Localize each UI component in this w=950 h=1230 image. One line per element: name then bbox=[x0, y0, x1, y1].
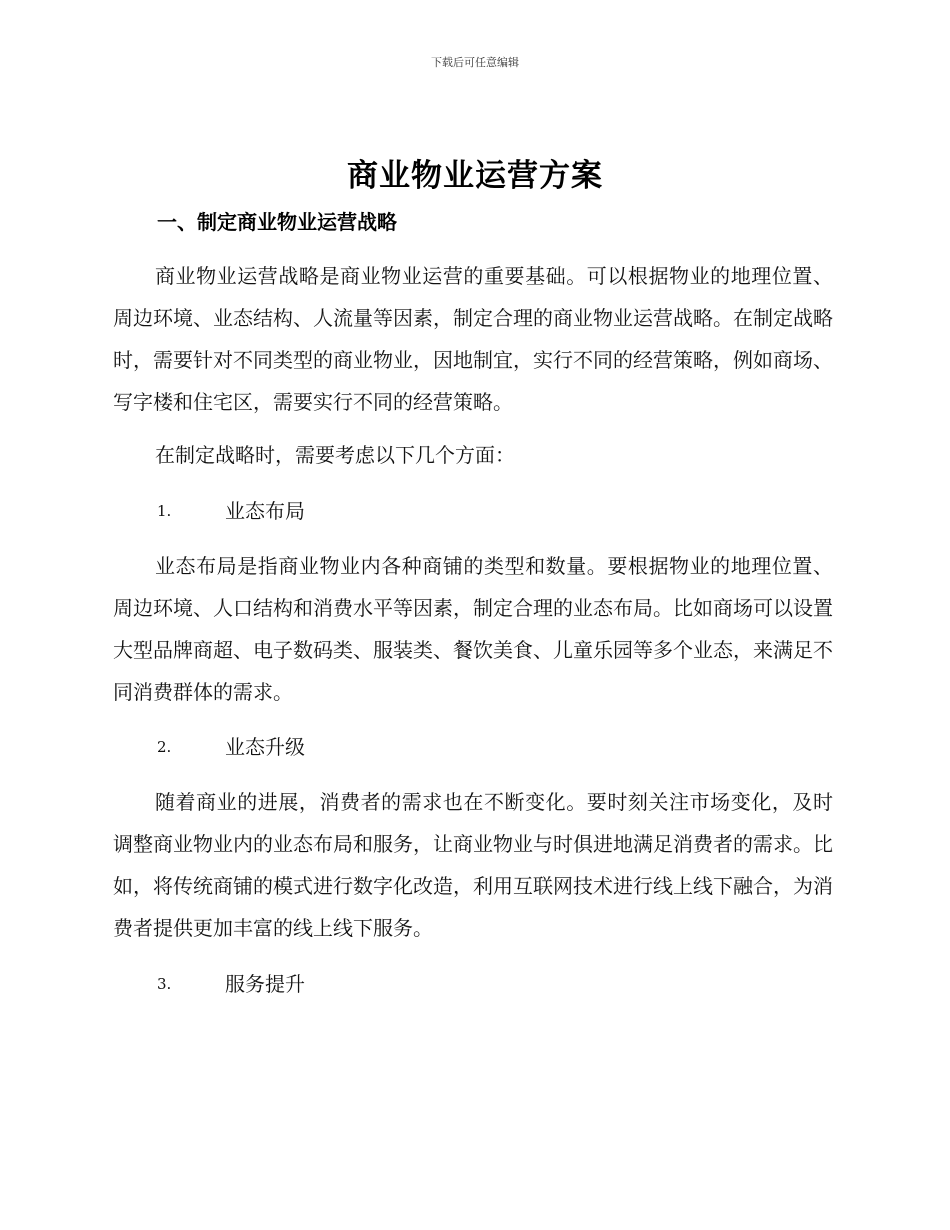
paragraph-text: 商业物业运营战略是商业物业运营的重要基础。可以根据物业的地理位置、周边环境、业态结构、人流量等因素，制定合理的商业物业运营战略。在制定战略时，需要针对不同类型的商业物业，因地制宜，实行不同的经营策略，例如商场、写字楼和住宅区，需要实行不同的经营策略。 bbox=[113, 264, 833, 414]
paragraph-text: 随着商业的进展，消费者的需求也在不断变化。要时刻关注市场变化，及时调整商业物业内的业态布局和服务，让商业物业与时俱进地满足消费者的需求。比如，将传统商铺的模式进行数字化改造，利用互联网技术进行线上线下融合，为消费者提供更加丰富的线上线下服务。 bbox=[113, 790, 833, 940]
paragraph-considerations bbox=[113, 434, 833, 476]
document-title: 商业物业运营方案 bbox=[347, 158, 603, 194]
list-number: 2. bbox=[157, 738, 172, 756]
list-label: 服务提升 bbox=[225, 972, 305, 996]
section-heading: 一、制定商业物业运营战略 bbox=[157, 210, 397, 234]
list-label: 业态升级 bbox=[225, 735, 305, 759]
paragraph-layout bbox=[113, 545, 833, 713]
list-item-2 bbox=[157, 726, 305, 768]
paragraph-text: 在制定战略时，需要考虑以下几个方面： bbox=[155, 443, 515, 467]
paragraph-upgrade bbox=[113, 781, 833, 949]
list-item-3 bbox=[157, 963, 305, 1005]
list-number: 1. bbox=[157, 502, 172, 520]
list-item-1 bbox=[157, 490, 305, 532]
list-label: 业态布局 bbox=[225, 499, 305, 523]
header-note: 下载后可任意编辑 bbox=[431, 56, 519, 69]
list-number: 3. bbox=[157, 975, 172, 993]
paragraph-strategy-intro bbox=[113, 255, 833, 423]
paragraph-text: 业态布局是指商业物业内各种商铺的类型和数量。要根据物业的地理位置、周边环境、人口结构和消费水平等因素，制定合理的业态布局。比如商场可以设置大型品牌商超、电子数码类、服装类、餐饮美食、儿童乐园等多个业态，来满足不同消费群体的需求。 bbox=[113, 554, 833, 704]
